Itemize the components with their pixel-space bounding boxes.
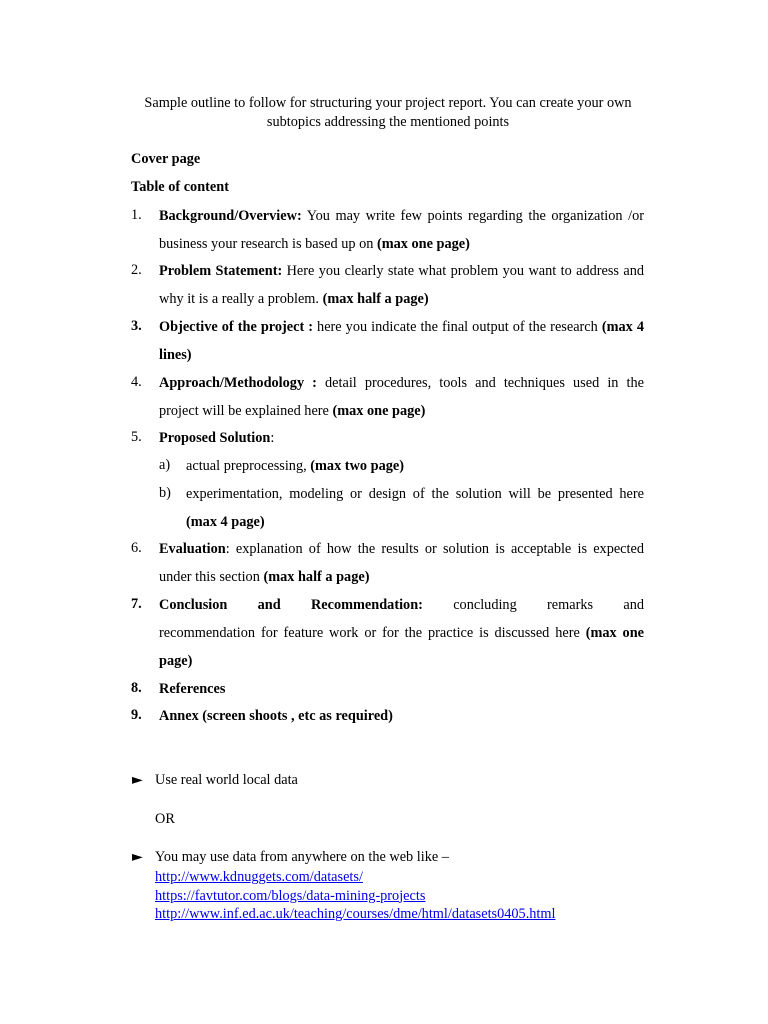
item-number: 1. [131,207,142,223]
link-inf-ed[interactable]: http://www.inf.ed.ac.uk/teaching/courses/dme/html/datasets0405.html [155,906,556,922]
outline-item-background [131,202,644,258]
link-favtutor[interactable]: https://favtutor.com/blogs/data-mining-projects [155,887,426,904]
item-limit: (max 4 lines) [159,319,644,363]
subitem-text: actual preprocessing, [186,458,311,474]
item-number: 8. [131,680,142,696]
item-limit: (max one page) [159,625,644,669]
item-title: References [159,681,226,697]
item-limit: (max one page) [376,236,470,252]
bullet-local-data [132,772,298,789]
outline-item-approach [131,369,644,425]
item-limit: (max half a page) [322,291,429,307]
item-limit: (max half a page) [263,569,370,585]
item-title: Approach/Methodology : [159,375,317,391]
intro-paragraph: Sample outline to follow for structuring your project report. You can create your own subtopics addressing the mentioned points [144,95,632,130]
item-title: Evaluation [159,541,226,557]
or-separator: OR [155,811,175,827]
subitem-limit: (max 4 page) [186,514,265,530]
subitem-letter: b) [159,485,171,501]
outline-item-annex [131,702,644,730]
item-number: 3. [131,318,142,334]
bullet-web-data [132,849,449,866]
dataset-links [155,868,556,924]
outline-item-evaluation [131,535,644,591]
item-title: Proposed Solution [159,430,271,446]
item-number: 9. [131,707,142,723]
item-text-continued: recommendation for feature work or for the practice is discussed here [159,625,586,641]
outline-item-conclusion [131,591,644,675]
item-title: Annex (screen shoots , etc as required) [159,708,393,724]
subitem-text: experimentation, modeling or design of the solution will be presented here [186,486,644,502]
subitem-limit: (max two page) [310,458,404,474]
outline-subitem-preprocessing [159,452,644,480]
bullet-text: You may use data from anywhere on the web like – [155,849,449,865]
item-number: 5. [131,429,142,445]
right-pointer-icon: ► [132,772,143,788]
item-limit: (max one page) [332,403,426,419]
outline-item-objective [131,313,644,369]
bullet-text: Use real world local data [155,772,298,788]
outline-item-proposed-solution [131,424,644,452]
item-text: Here you clearly state what problem you want to address and why it is a really a problem. [159,263,644,307]
outline-subitem-experimentation [159,480,644,536]
cover-page-heading: Cover page [131,151,201,167]
item-title: Background/Overview: [159,208,302,224]
item-first-line [159,591,644,619]
item-title: Problem Statement: [159,263,283,279]
table-of-content-heading: Table of content [131,179,229,195]
item-text: : explanation of how the results or solution is acceptable is expected under this section [159,541,644,585]
item-number: 2. [131,262,142,278]
item-text: here you indicate the final output of the research [313,319,602,335]
subitem-letter: a) [159,457,171,473]
item-number: 4. [131,374,142,390]
item-title: Objective of the project : [159,319,314,335]
outline-item-problem-statement [131,257,644,313]
item-text: detail procedures, tools and techniques used in the project will be explained here [159,375,644,419]
item-number: 7. [131,596,142,612]
outline-item-references [131,675,644,703]
item-text: You may write few points regarding the organization /or business your research is based up on [159,208,644,252]
item-title: Conclusion and Recommendation: [159,597,423,613]
item-text: : [270,430,275,446]
right-pointer-icon: ► [132,849,143,865]
link-kdnuggets[interactable]: http://www.kdnuggets.com/datasets/ [155,869,363,885]
item-number: 6. [131,540,142,556]
item-text: concluding remarks and [422,597,644,613]
